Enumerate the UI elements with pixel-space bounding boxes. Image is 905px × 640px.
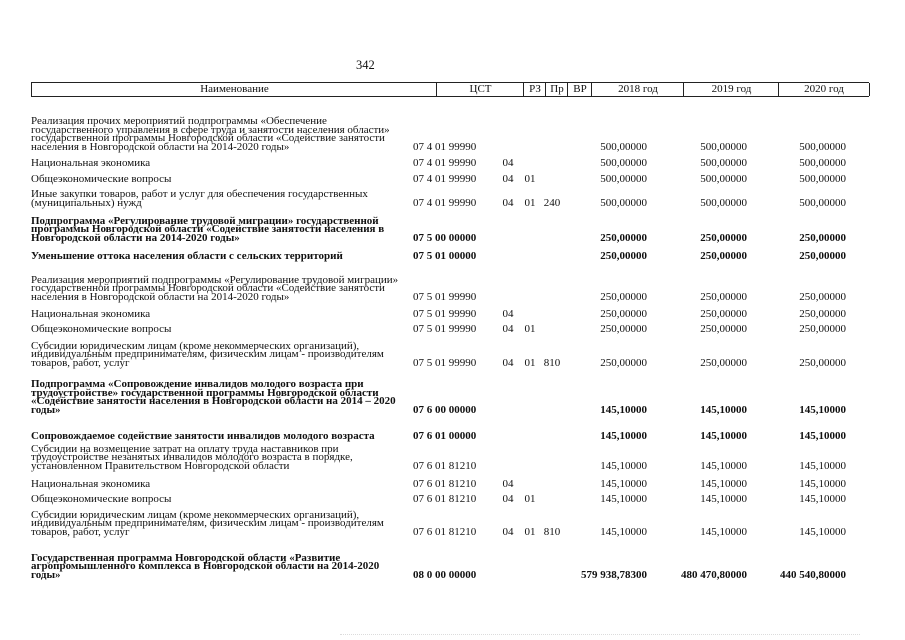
cell-v2020: 250,00000	[799, 291, 846, 304]
header-name: Наименование	[31, 83, 437, 96]
cell-name: Государственная программа Новгородской области «Развитие агропромышленного комплекса в Новгородской области на 2014-2020 годы»	[31, 551, 380, 582]
header-2018: 2018 год	[591, 83, 684, 96]
cell-v2019: 145,10000	[700, 404, 747, 417]
cell-name: Реализация мероприятий подпрограммы «Регулирование трудовой миграции» государственной программы Новгородской области «Содействие занятости населения в Новгородской области на 2014-2020 годы»	[31, 273, 399, 304]
header-rz: РЗ	[523, 83, 546, 96]
header-2020: 2020 год	[778, 83, 870, 96]
cell-v2019: 500,00000	[700, 173, 747, 186]
cell-name: Общеэкономические вопросы	[31, 323, 172, 336]
cell-v2018: 250,00000	[600, 232, 647, 245]
scan-artifact	[340, 630, 860, 635]
table-header	[31, 82, 869, 97]
cell-name: Общеэкономические вопросы	[31, 493, 172, 506]
cell-rz: 04	[502, 173, 514, 186]
cell-cst: 07 6 01 81210	[413, 478, 477, 491]
cell-vr: 810	[543, 357, 561, 370]
header-2019: 2019 год	[683, 83, 779, 96]
cell-v2019: 480 470,80000	[681, 569, 747, 582]
cell-cst: 07 6 01 81210	[413, 493, 477, 506]
cell-pr: 01	[524, 173, 536, 186]
cell-cst: 07 5 00 00000	[413, 232, 477, 245]
header-pr: Пр	[545, 83, 568, 96]
table-row	[31, 442, 849, 473]
cell-v2020: 145,10000	[799, 526, 846, 539]
cell-cst: 07 5 01 99990	[413, 357, 477, 370]
cell-v2018: 250,00000	[600, 291, 647, 304]
cell-v2018: 500,00000	[600, 197, 647, 210]
cell-name: Национальная экономика	[31, 308, 151, 321]
cell-name: Иные закупки товаров, работ и услуг для обеспечения государственных (муниципальных) нужд	[31, 188, 368, 210]
cell-v2019: 250,00000	[700, 232, 747, 245]
cell-cst: 07 4 01 99990	[413, 157, 477, 170]
cell-v2020: 250,00000	[799, 357, 846, 370]
cell-v2018: 145,10000	[600, 460, 647, 473]
cell-v2019: 145,10000	[700, 430, 747, 443]
cell-cst: 07 4 01 99990	[413, 197, 477, 210]
table-row	[31, 249, 849, 261]
cell-rz: 04	[502, 526, 514, 539]
cell-v2020: 145,10000	[799, 478, 846, 491]
header-cst: ЦСТ	[436, 83, 524, 96]
table-row	[31, 492, 849, 504]
cell-v2018: 500,00000	[600, 173, 647, 186]
cell-v2020: 145,10000	[799, 404, 846, 417]
header-vr: ВР	[567, 83, 592, 96]
cell-v2019: 250,00000	[700, 308, 747, 321]
cell-cst: 07 5 01 99990	[413, 323, 477, 336]
cell-cst: 07 5 01 00000	[413, 250, 477, 263]
cell-pr: 01	[524, 323, 536, 336]
cell-rz: 04	[502, 308, 514, 321]
cell-name: Национальная экономика	[31, 478, 151, 491]
cell-v2020: 145,10000	[799, 460, 846, 473]
table-row	[31, 211, 849, 243]
cell-name: Субсидии юридическим лицам (кроме некоммерческих организаций), индивидуальным предпринимателям, физическим лицам - производителям товаров, работ, услуг	[31, 339, 384, 370]
cell-v2018: 579 938,78300	[581, 569, 647, 582]
cell-name: Национальная экономика	[31, 157, 151, 170]
table-row	[31, 421, 849, 441]
table-row	[31, 156, 849, 168]
table-row	[31, 477, 849, 489]
cell-name: Субсидии на возмещение затрат на оплату труда наставников при трудоустройстве незанятых инвалидов молодого возраста в порядке, установленном Правительством Новгородской области	[31, 442, 353, 473]
cell-pr: 01	[524, 197, 536, 210]
cell-pr: 01	[524, 357, 536, 370]
cell-v2020: 145,10000	[799, 430, 846, 443]
cell-v2018: 500,00000	[600, 157, 647, 170]
cell-v2018: 250,00000	[600, 308, 647, 321]
cell-v2019: 250,00000	[700, 357, 747, 370]
cell-vr: 240	[543, 197, 561, 210]
cell-v2020: 250,00000	[799, 250, 846, 263]
table-row	[31, 104, 849, 152]
cell-v2020: 145,10000	[799, 493, 846, 506]
cell-v2018: 145,10000	[600, 493, 647, 506]
cell-rz: 04	[502, 493, 514, 506]
cell-name: Подпрограмма «Регулирование трудовой миграции» государственной программы Новгородской области «Содействие занятости населения в Новгородской области на 2014-2020 годы»	[31, 214, 385, 245]
table-row	[31, 544, 849, 580]
cell-cst: 07 6 01 00000	[413, 430, 477, 443]
cell-v2018: 145,10000	[600, 404, 647, 417]
cell-rz: 04	[502, 478, 514, 491]
cell-v2019: 250,00000	[700, 291, 747, 304]
table-row	[31, 375, 849, 415]
cell-v2019: 500,00000	[700, 141, 747, 154]
cell-v2020: 500,00000	[799, 157, 846, 170]
table-row	[31, 338, 849, 368]
cell-name: Реализация прочих мероприятий подпрограммы «Обеспечение государственного управления в сфере труда и занятости населения области» государственной программы Новгородской области «Содействие занятости населения в Новгородской области на 2014-2020 годы»	[31, 114, 390, 154]
cell-v2018: 500,00000	[600, 141, 647, 154]
cell-cst: 07 4 01 99990	[413, 173, 477, 186]
cell-name: Уменьшение оттока населения области с сельских территорий	[31, 250, 343, 263]
cell-cst: 07 6 00 00000	[413, 404, 477, 417]
cell-vr: 810	[543, 526, 561, 539]
cell-v2019: 500,00000	[700, 197, 747, 210]
cell-v2020: 250,00000	[799, 232, 846, 245]
cell-v2019: 250,00000	[700, 323, 747, 336]
page-number: 342	[356, 58, 375, 72]
cell-cst: 07 6 01 81210	[413, 460, 477, 473]
cell-v2019: 145,10000	[700, 493, 747, 506]
cell-v2019: 145,10000	[700, 460, 747, 473]
cell-v2018: 145,10000	[600, 430, 647, 443]
cell-v2020: 250,00000	[799, 308, 846, 321]
table-row	[31, 172, 849, 184]
budget-table	[31, 82, 869, 582]
table-row	[31, 507, 849, 537]
table-row	[31, 322, 849, 334]
cell-rz: 04	[502, 323, 514, 336]
cell-v2019: 500,00000	[700, 157, 747, 170]
cell-v2019: 145,10000	[700, 526, 747, 539]
cell-v2018: 250,00000	[600, 250, 647, 263]
cell-pr: 01	[524, 493, 536, 506]
cell-v2018: 250,00000	[600, 323, 647, 336]
cell-rz: 04	[502, 357, 514, 370]
cell-v2018: 250,00000	[600, 357, 647, 370]
cell-cst: 07 4 01 99990	[413, 141, 477, 154]
cell-name: Общеэкономические вопросы	[31, 173, 172, 186]
table-row	[31, 266, 849, 302]
cell-pr: 01	[524, 526, 536, 539]
cell-v2020: 500,00000	[799, 173, 846, 186]
cell-v2018: 145,10000	[600, 526, 647, 539]
cell-name: Субсидии юридическим лицам (кроме некоммерческих организаций), индивидуальным предпринимателям, физическим лицам - производителям товаров, работ, услуг	[31, 508, 384, 539]
cell-name: Сопровождаемое содействие занятости инвалидов молодого возраста	[31, 430, 375, 443]
cell-name: Подпрограмма «Сопровождение инвалидов молодого возраста при трудоустройстве» государственной программы Новгородской области «Содействие занятости населения в Новгородской области на 2014 – 2020 годы»	[31, 377, 396, 417]
cell-rz: 04	[502, 197, 514, 210]
cell-cst: 08 0 00 00000	[413, 569, 477, 582]
cell-v2019: 250,00000	[700, 250, 747, 263]
cell-v2020: 440 540,80000	[780, 569, 846, 582]
cell-v2018: 145,10000	[600, 478, 647, 491]
cell-cst: 07 5 01 99990	[413, 291, 477, 304]
cell-v2020: 500,00000	[799, 197, 846, 210]
cell-v2019: 145,10000	[700, 478, 747, 491]
table-row	[31, 188, 849, 208]
cell-cst: 07 5 01 99990	[413, 308, 477, 321]
cell-v2020: 250,00000	[799, 323, 846, 336]
cell-v2020: 500,00000	[799, 141, 846, 154]
cell-cst: 07 6 01 81210	[413, 526, 477, 539]
table-row	[31, 307, 849, 319]
cell-rz: 04	[502, 157, 514, 170]
